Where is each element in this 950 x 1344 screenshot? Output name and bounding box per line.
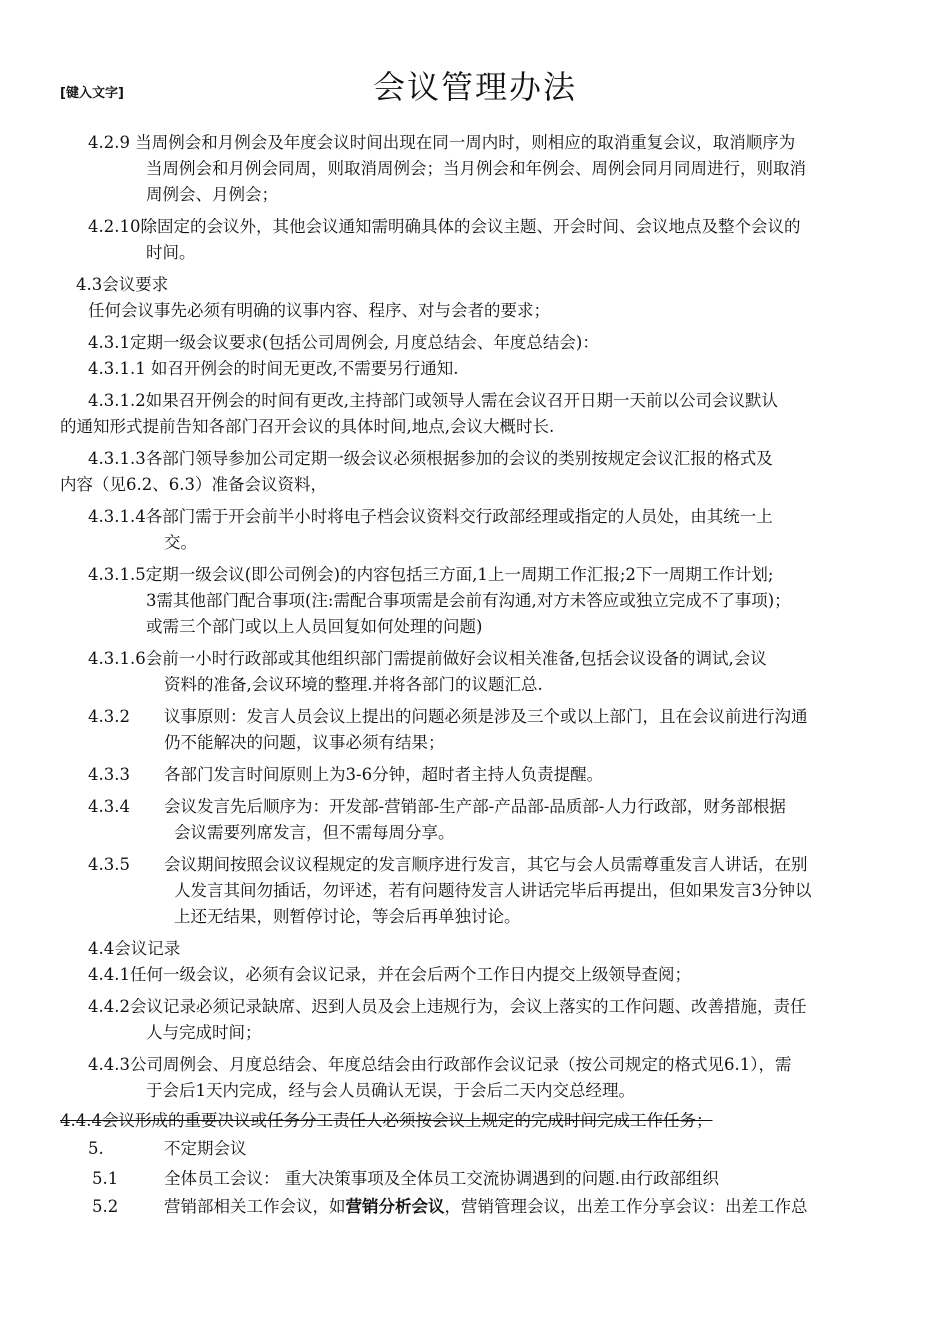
item-number: 5.2: [92, 1197, 119, 1216]
text-line: 仍不能解决的问题，议事必须有结果；: [164, 733, 445, 752]
text-line: 上还无结果，则暂停讨论，等会后再单独讨论。: [174, 907, 521, 926]
item-number: 4.3.4: [88, 797, 130, 816]
text-line: 各部门发言时间原则上为3-6分钟，超时者主持人负责提醒。: [164, 765, 604, 784]
section-heading: 4.4会议记录: [88, 939, 181, 958]
struck-text-line: 4.4.4会议形成的重要决议或任务分工责任人必须按会议上规定的完成时间完成工作任务；: [60, 1111, 713, 1130]
text-line: 4.3.1.6会前一小时行政部或其他组织部门需提前做好会议相关准备,包括会议设备的调试,会议: [88, 649, 767, 668]
text-line: 4.3.1定期一级会议要求(包括公司周例会, 月度总结会、年度总结会)：: [88, 333, 599, 352]
text-line: 会议期间按照会议议程规定的发言顺序进行发言，其它与会人员需尊重发言人讲话，在别: [164, 855, 808, 874]
text-line: 全体员工会议： 重大决策事项及全体员工交流协调遇到的问题.由行政部组织: [164, 1169, 719, 1188]
text-line: 周例会、月例会；: [146, 185, 278, 204]
section-heading: 4.3会议要求: [76, 275, 169, 294]
item-number: 5.: [88, 1139, 104, 1158]
text-line: 4.4.1任何一级会议，必须有会议记录，并在会后两个工作日内提交上级领导查阅；: [88, 965, 691, 984]
text-line: 人与完成时间；: [146, 1023, 262, 1042]
text-line: 4.3.1.5定期一级会议(即公司例会)的内容包括三方面,1上一周期工作汇报;2下一周期工作计划;: [88, 565, 774, 584]
text-segment: 营销部相关工作会议，如: [164, 1197, 346, 1216]
item-number: 4.3.3: [88, 765, 130, 784]
text-line: 内容（见6.2、6.3）准备会议资料，: [60, 475, 327, 494]
page-title: 会议管理办法: [372, 68, 577, 106]
text-line-mixed: [164, 1194, 808, 1220]
text-line: 资料的准备,会议环境的整理.并将各部门的议题汇总.: [164, 675, 543, 694]
bold-text-segment: 营销分析会议: [345, 1197, 445, 1216]
text-segment: ，营销管理会议，出差工作分享会议：出差工作总: [444, 1197, 808, 1216]
text-line: 人发言其间勿插话，勿评述，若有问题待发言人讲话完毕后再提出，但如果发言3分钟以: [174, 881, 812, 900]
text-line: 任何会议事先必须有明确的议事内容、程序、对与会者的要求；: [88, 301, 550, 320]
item-number: 4.3.2: [88, 707, 130, 726]
text-line: 3需其他部门配合事项(注:需配合事项需是会前有沟通,对方未答应或独立完成不了事项)；: [146, 591, 791, 610]
text-line: 4.4.3公司周例会、月度总结会、年度总结会由行政部作会议记录（按公司规定的格式见6.1），需: [88, 1055, 792, 1074]
header-tag: [键入文字]: [60, 86, 124, 101]
text-line: 4.3.1.4各部门需于开会前半小时将电子档会议资料交行政部经理或指定的人员处，由其统一上: [88, 507, 773, 526]
text-line: 会议发言先后顺序为：开发部-营销部-生产部-产品部-品质部-人力行政部，财务部根据: [164, 797, 786, 816]
text-line: 的通知形式提前告知各部门召开会议的具体时间,地点,会议大概时长.: [60, 417, 555, 436]
text-line: 议事原则：发言人员会议上提出的问题必须是涉及三个或以上部门，且在会议前进行沟通: [164, 707, 808, 726]
text-line: 时间。: [146, 243, 196, 262]
text-line: 4.2.9 当周例会和月例会及年度会议时间出现在同一周内时，则相应的取消重复会议，取消顺序为: [88, 133, 796, 152]
item-number: 4.3.5: [88, 855, 130, 874]
section-heading: 不定期会议: [164, 1139, 247, 1158]
text-line: 或需三个部门或以上人员回复如何处理的问题): [146, 617, 483, 636]
item-number: 5.1: [92, 1169, 119, 1188]
text-line: 当周例会和月例会同周，则取消周例会；当月例会和年例会、周例会同月同周进行，则取消: [146, 159, 806, 178]
text-line: 4.3.1.2如果召开例会的时间有更改,主持部门或领导人需在会议召开日期一天前以公司会议默认: [88, 391, 778, 410]
text-line: 4.4.2会议记录必须记录缺席、迟到人员及会上违规行为，会议上落实的工作问题、改善措施，责任: [88, 997, 807, 1016]
text-line: 于会后1天内完成，经与会人员确认无误，于会后二天内交总经理。: [146, 1081, 635, 1100]
text-line: 交。: [164, 533, 197, 552]
text-line: 4.3.1.1 如召开例会的时间无更改,不需要另行通知.: [88, 359, 459, 378]
text-line: 会议需要列席发言，但不需每周分享。: [174, 823, 455, 842]
text-line: 4.2.10除固定的会议外，其他会议通知需明确具体的会议主题、开会时间、会议地点及整个会议的: [88, 217, 801, 236]
text-line: 4.3.1.3各部门领导参加公司定期一级会议必须根据参加的会议的类别按规定会议汇报的格式及: [88, 449, 773, 468]
